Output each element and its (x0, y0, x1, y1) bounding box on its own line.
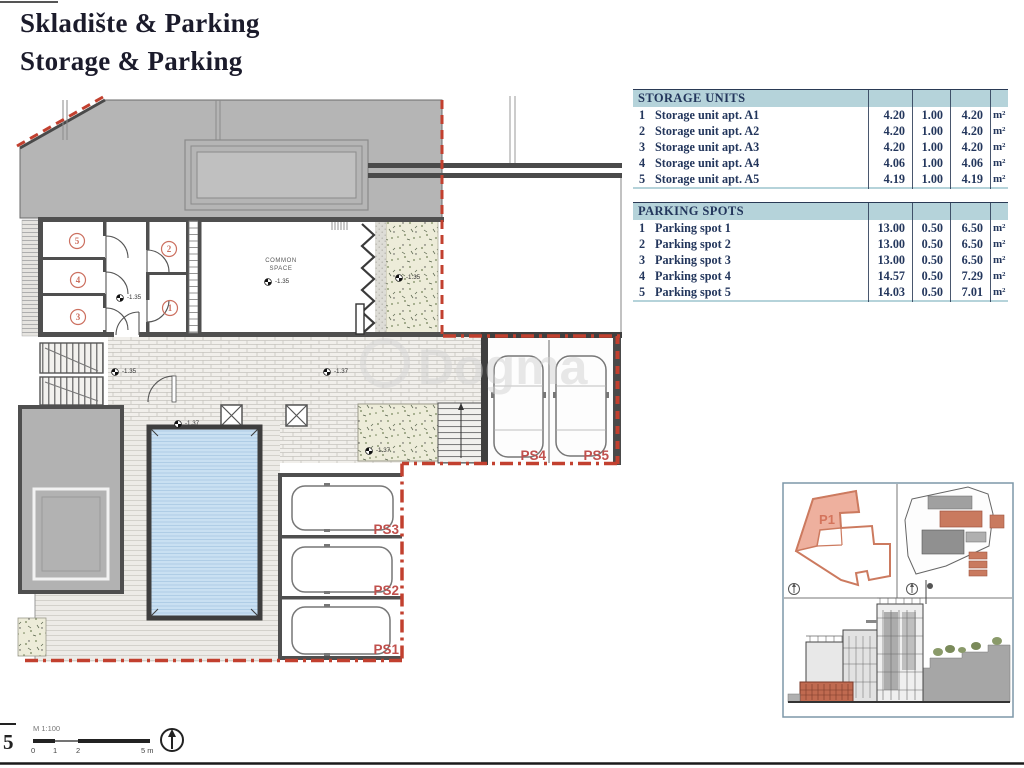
table-column-line (912, 202, 913, 302)
table-row: 1 Parking spot 1 13.00 0.50 6.50 m² (639, 221, 1006, 235)
scale-bar-group (0, 724, 183, 755)
storage-table-body (633, 107, 1008, 189)
label-ps4: PS4 (520, 448, 546, 463)
svg-text:-1.35: -1.35 (122, 368, 137, 375)
svg-text:1: 1 (53, 746, 58, 755)
upper-stairs (40, 343, 103, 405)
table-row: 2 Parking spot 2 13.00 0.50 6.50 m² (639, 237, 1006, 251)
minimap-box (783, 483, 1013, 717)
table-column-line (868, 202, 869, 302)
north-arrow-main (161, 729, 183, 751)
parking-table-header: PARKING SPOTS (633, 202, 1008, 220)
svg-text:1: 1 (167, 303, 173, 313)
svg-text:SPACE: SPACE (269, 266, 293, 272)
table-row: 5 Storage unit apt. A5 4.19 1.00 4.19 m² (639, 172, 1006, 186)
table-column-line (990, 202, 991, 302)
scale-bar (33, 739, 150, 743)
pool (149, 427, 260, 618)
storage-units-table (633, 89, 1008, 189)
lower-stairs (438, 403, 484, 463)
svg-text:-1.37: -1.37 (185, 420, 200, 427)
table-row: 1 Storage unit apt. A1 4.20 1.00 4.20 m² (639, 108, 1006, 122)
svg-text:5: 5 (74, 236, 80, 246)
parcel-label: P1 (819, 512, 835, 527)
label-ps1: PS1 (373, 642, 399, 657)
scale-label: M 1:100 (33, 724, 61, 733)
table-column-line (912, 89, 913, 189)
svg-text:-1.37: -1.37 (376, 447, 391, 454)
parking-spot-labels (373, 448, 609, 657)
svg-text:-1.35: -1.35 (127, 294, 142, 301)
parking-stalls-ps1-ps3 (278, 473, 402, 660)
building-mass-top (20, 100, 442, 218)
title-line-croatian: Skladište & Parking (20, 8, 260, 38)
svg-text:-1.37: -1.37 (334, 368, 349, 375)
svg-text:4: 4 (75, 275, 81, 285)
walkway-strip (375, 221, 386, 333)
ladder-shaft (189, 221, 198, 333)
table-column-line (950, 202, 951, 302)
table-row: 2 Storage unit apt. A2 4.20 1.00 4.20 m² (639, 124, 1006, 138)
table-column-line (868, 89, 869, 189)
svg-text:-1.35: -1.35 (275, 278, 290, 285)
table-row: 4 Storage unit apt. A4 4.06 1.00 4.06 m² (639, 156, 1006, 170)
building-mass-bottom-left (20, 407, 122, 592)
svg-text:COMMON: COMMON (265, 258, 297, 264)
page-title (20, 4, 260, 80)
table-row: 3 Parking spot 3 13.00 0.50 6.50 m² (639, 253, 1006, 267)
label-ps3: PS3 (373, 522, 399, 537)
svg-text:3: 3 (75, 312, 81, 322)
table-row: 4 Parking spot 4 14.57 0.50 7.29 m² (639, 269, 1006, 283)
storage-table-header: STORAGE UNITS (633, 89, 1008, 107)
table-column-line (950, 89, 951, 189)
storage-rooms (22, 217, 622, 337)
svg-text:-1.35: -1.35 (406, 274, 421, 281)
svg-text:Dogma: Dogma (418, 339, 588, 395)
svg-text:2: 2 (166, 244, 172, 254)
label-ps5: PS5 (583, 448, 609, 463)
parking-table-body (633, 220, 1008, 302)
table-row: 5 Parking spot 5 14.03 0.50 7.01 m² (639, 285, 1006, 299)
table-column-line (990, 89, 991, 189)
label-ps2: PS2 (373, 583, 399, 598)
svg-text:5 m: 5 m (141, 746, 154, 755)
parking-spots-table (633, 202, 1008, 302)
svg-text:0: 0 (31, 746, 36, 755)
title-line-english: Storage & Parking (20, 46, 243, 76)
page-number: 5 (3, 730, 14, 754)
svg-text:2: 2 (76, 746, 81, 755)
planted-patch-small (18, 618, 46, 656)
table-row: 3 Storage unit apt. A3 4.20 1.00 4.20 m² (639, 140, 1006, 154)
